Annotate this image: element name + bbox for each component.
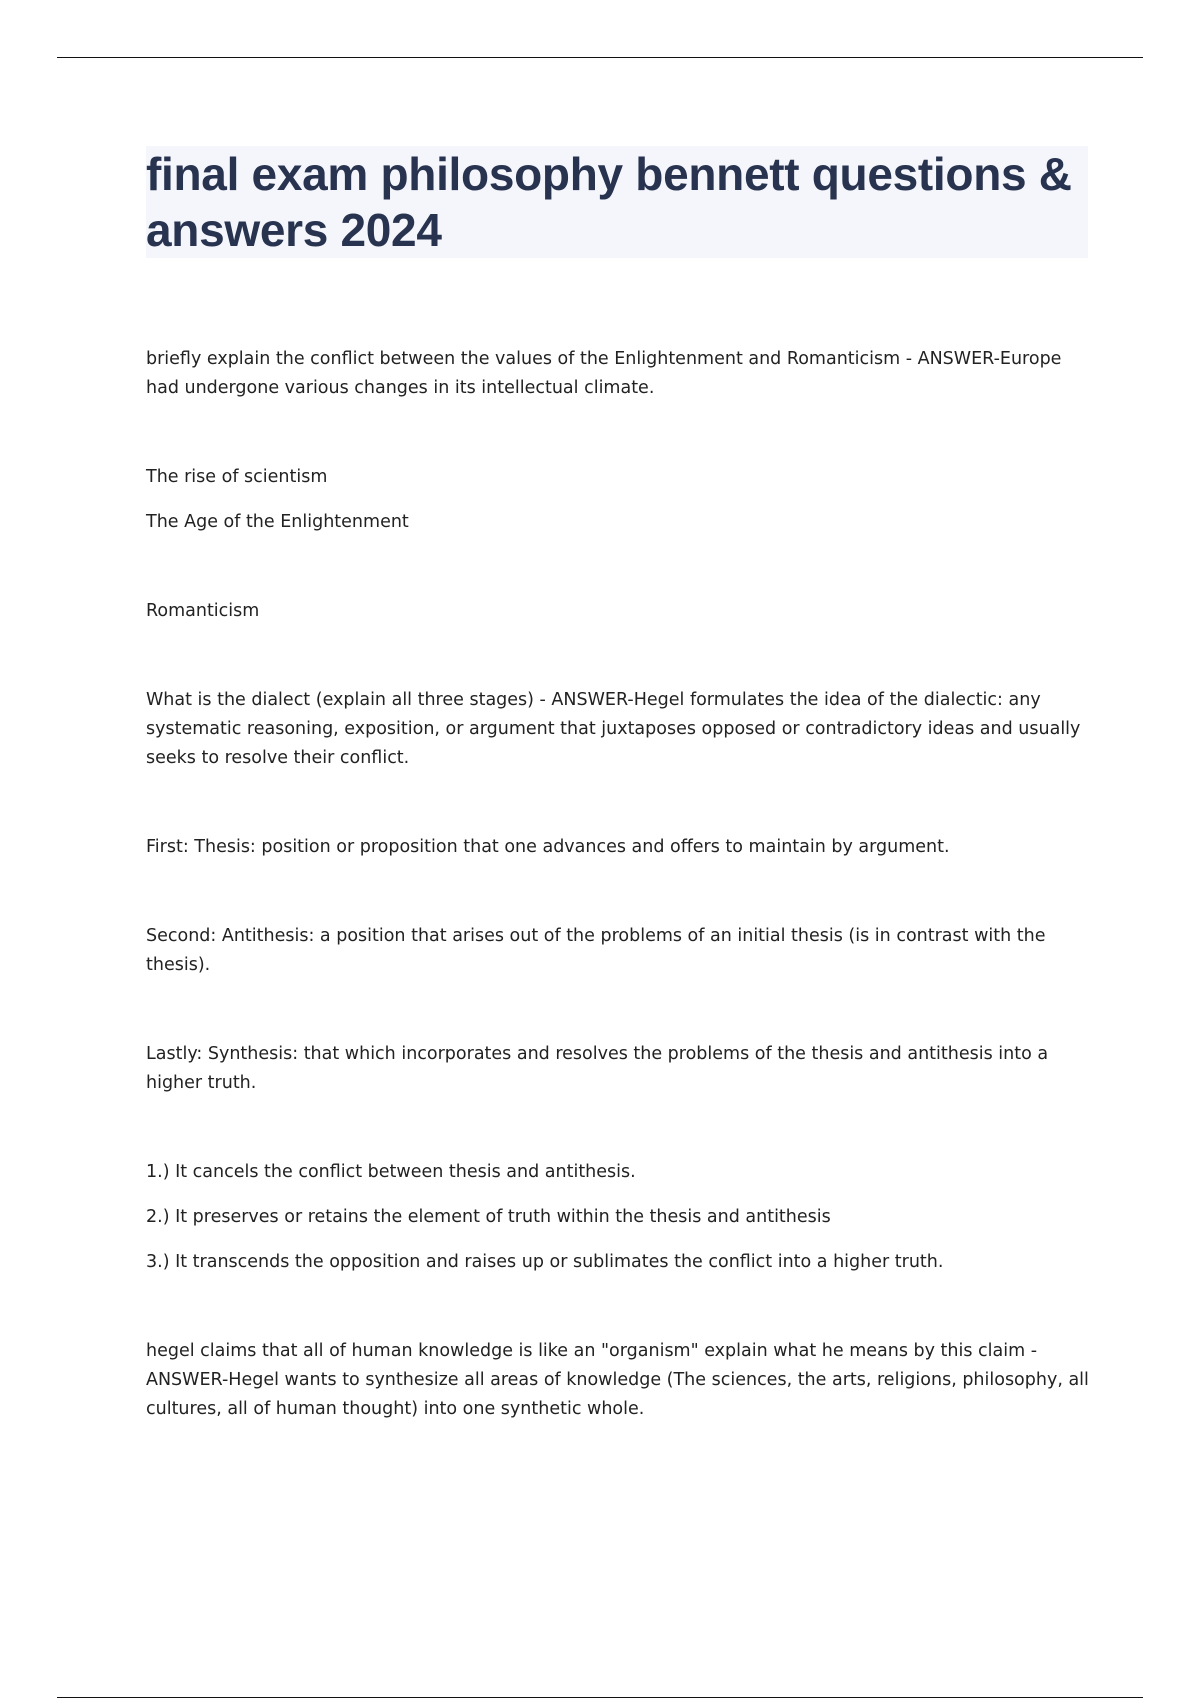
list-item-2: 2.) It preserves or retains the element of truth within the thesis and antithesis (146, 1207, 831, 1227)
question-1: briefly explain the conflict between the values of the Enlightenment and Romanticism - ANSWER-Europe had undergone various changes in its intellectual climate. (146, 349, 1062, 398)
list-item-1: 1.) It cancels the conflict between thesis and antithesis. (146, 1162, 636, 1182)
title-block (146, 146, 1088, 258)
bottom-rule (57, 1697, 1143, 1698)
list-item-3: 3.) It transcends the opposition and raises up or sublimates the conflict into a higher truth. (146, 1252, 944, 1272)
paragraph-synthesis: Lastly: Synthesis: that which incorporates and resolves the problems of the thesis and antithesis into a higher truth. (146, 1044, 1049, 1093)
paragraph-enlightenment: The Age of the Enlightenment (146, 512, 409, 532)
document-body (146, 345, 1096, 1424)
paragraph-romanticism: Romanticism (146, 601, 260, 621)
top-rule (57, 57, 1143, 58)
paragraph-antithesis: Second: Antithesis: a position that arises out of the problems of an initial thesis (is in contrast with the thesis). (146, 926, 1046, 975)
paragraph-thesis: First: Thesis: position or proposition that one advances and offers to maintain by argument. (146, 837, 950, 857)
question-2: What is the dialect (explain all three stages) - ANSWER-Hegel formulates the idea of the dialectic: any systematic reasoning, exposition, or argument that juxtaposes opposed or contradictory ideas and usually seeks to resolve their conflict. (146, 690, 1081, 768)
question-3: hegel claims that all of human knowledge is like an "organism" explain what he means by this claim - ANSWER-Hegel wants to synthesize all areas of knowledge (The sciences, the arts, religions, philosophy, all cultures, all of human thought) into one synthetic whole. (146, 1341, 1089, 1419)
document-title: final exam philosophy bennett questions & answers 2024 (146, 148, 1072, 256)
paragraph-scientism: The rise of scientism (146, 467, 328, 487)
